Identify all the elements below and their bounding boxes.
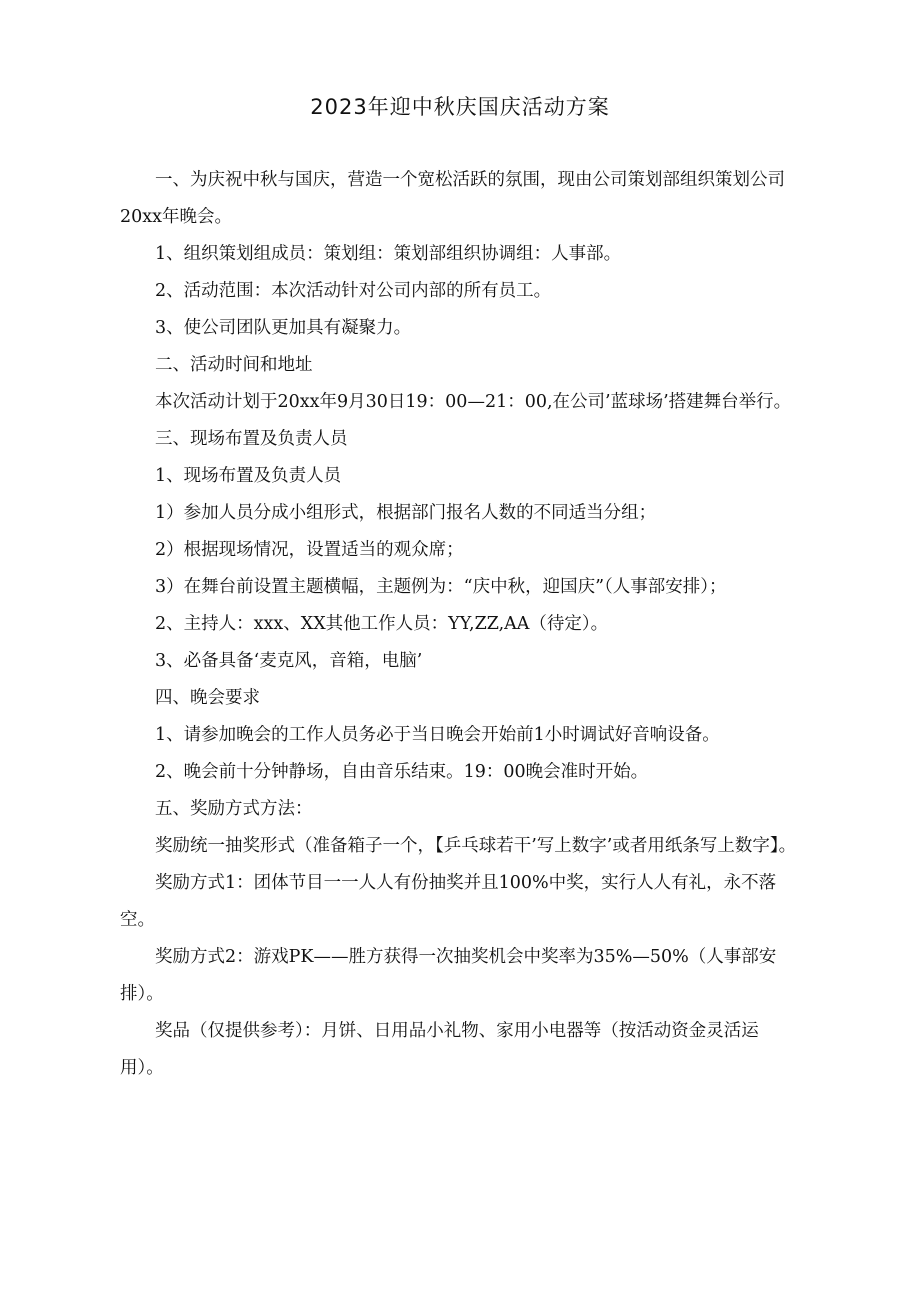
paragraph: 3、必备具备‘麦克风，音箱，电脑’ bbox=[155, 651, 423, 671]
paragraph: 3）在舞台前设置主题横幅，主题例为：“庆中秋，迎国庆”（人事部安排）； bbox=[155, 577, 727, 597]
section-heading: 五、奖励方式方法： bbox=[155, 799, 313, 819]
paragraph: 奖励方式1：团体节目一一人人有份抽奖并且100%中奖，实行人人有礼，永不落空。 bbox=[120, 873, 777, 930]
paragraph: 2）根据现场情况，设置适当的观众席； bbox=[155, 540, 464, 560]
paragraph: 1、组织策划组成员：策划组：策划部组织协调组：人事部。 bbox=[155, 244, 622, 264]
paragraph: 2、主持人：xxx、XX其他工作人员：YY,ZZ,AA（待定）。 bbox=[155, 614, 609, 634]
paragraph: 奖品（仅提供参考）：月饼、日用品小礼物、家用小电器等（按活动资金灵活运用）。 bbox=[120, 1021, 759, 1078]
paragraph: 本次活动计划于20xx年9月30日19：00—21：00,在公司’蓝球场’搭建舞台举行。 bbox=[155, 392, 792, 412]
paragraph: 2、活动范围：本次活动针对公司内部的所有员工。 bbox=[155, 281, 552, 301]
paragraph: 奖励统一抽奖形式（准备箱子一个，【乒乓球若干’写上数字’或者用纸条写上数字】。 bbox=[155, 836, 797, 856]
document-title: 2023年迎中秋庆国庆活动方案 bbox=[310, 95, 610, 119]
document-body bbox=[120, 162, 800, 1087]
section-heading: 二、活动时间和地址 bbox=[155, 355, 313, 375]
section-heading: 四、晚会要求 bbox=[155, 688, 260, 708]
paragraph: 1）参加人员分成小组形式，根据部门报名人数的不同适当分组； bbox=[155, 503, 657, 523]
paragraph: 3、使公司团队更加具有凝聚力。 bbox=[155, 318, 412, 338]
paragraph: 1、现场布置及负责人员 bbox=[155, 466, 342, 486]
section-heading: 三、现场布置及负责人员 bbox=[155, 429, 348, 449]
paragraph: 1、请参加晚会的工作人员务必于当日晚会开始前1小时调试好音响设备。 bbox=[155, 725, 720, 745]
paragraph: 一、为庆祝中秋与国庆，营造一个宽松活跃的氛围，现由公司策划部组织策划公司20xx年晚会。 bbox=[120, 170, 785, 227]
paragraph: 2、晚会前十分钟静场，自由音乐结束。19：00晚会准时开始。 bbox=[155, 762, 649, 782]
paragraph: 奖励方式2：游戏PK——胜方获得一次抽奖机会中奖率为35%—50%（人事部安排）。 bbox=[120, 947, 777, 1004]
